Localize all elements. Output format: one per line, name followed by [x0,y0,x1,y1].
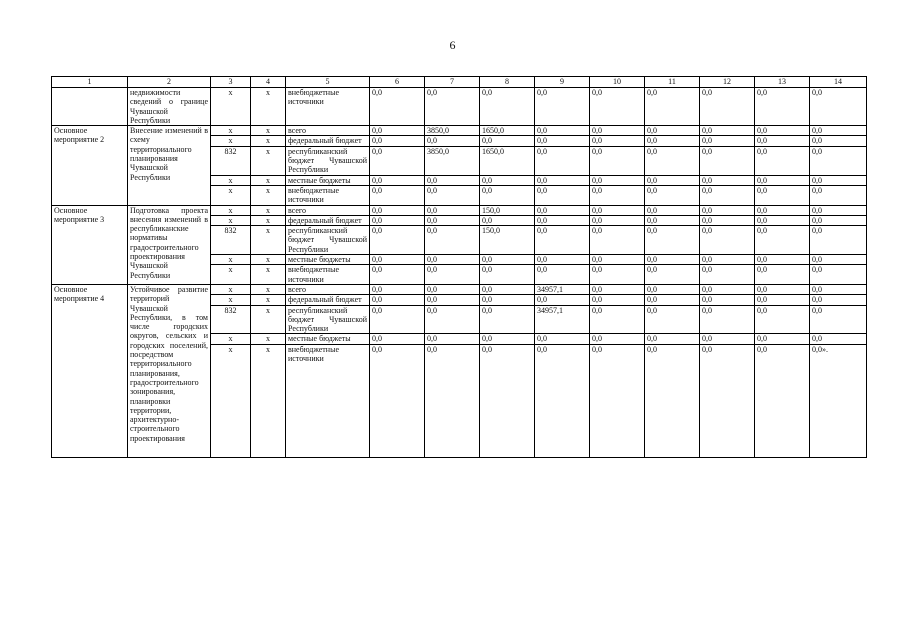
page-number: 6 [449,38,456,52]
amount-cell: 0,0 [370,334,425,344]
amount-cell: 0,0». [810,344,867,457]
section-code: x [251,255,286,265]
amount-cell: 0,0 [370,146,425,175]
amount-cell: 0,0 [480,305,535,334]
section-code: x [251,215,286,225]
amount-cell: 3850,0 [425,146,480,175]
amount-cell: 0,0 [480,88,535,126]
amount-cell: 150,0 [480,226,535,255]
amount-cell: 0,0 [755,88,810,126]
funding-source: внебюджетные источники [286,265,370,285]
measure-label: Основное мероприятие 4 [52,284,128,457]
amount-cell: 0,0 [810,215,867,225]
amount-cell: 0,0 [700,146,755,175]
section-code: x [251,136,286,146]
amount-cell: 0,0 [590,146,645,175]
column-header: 9 [535,77,590,88]
amount-cell: 0,0 [700,136,755,146]
amount-cell: 0,0 [480,265,535,285]
amount-cell: 0,0 [370,255,425,265]
amount-cell: 0,0 [425,305,480,334]
amount-cell: 0,0 [645,344,700,457]
amount-cell: 0,0 [590,334,645,344]
amount-cell: 0,0 [480,136,535,146]
amount-cell: 0,0 [535,226,590,255]
grbs-code: x [211,175,251,185]
grbs-code: x [211,88,251,126]
amount-cell: 0,0 [480,255,535,265]
section-code: x [251,334,286,344]
amount-cell: 0,0 [480,284,535,294]
funding-source: всего [286,284,370,294]
table-row [52,126,867,136]
amount-cell: 0,0 [370,215,425,225]
column-header: 5 [286,77,370,88]
amount-cell: 0,0 [810,88,867,126]
section-code: x [251,344,286,457]
amount-cell: 0,0 [425,215,480,225]
section-code: x [251,284,286,294]
amount-cell: 34957,1 [535,284,590,294]
amount-cell: 0,0 [535,175,590,185]
amount-cell: 0,0 [810,284,867,294]
amount-cell: 0,0 [810,226,867,255]
amount-cell: 0,0 [755,226,810,255]
amount-cell: 0,0 [645,226,700,255]
amount-cell: 0,0 [700,185,755,205]
amount-cell: 0,0 [590,255,645,265]
amount-cell: 0,0 [425,185,480,205]
column-header: 8 [480,77,535,88]
amount-cell: 0,0 [700,175,755,185]
grbs-code: x [211,136,251,146]
budget-table [51,76,867,458]
amount-cell: 0,0 [370,185,425,205]
amount-cell: 0,0 [535,88,590,126]
measure-label: Основное мероприятие 3 [52,205,128,284]
amount-cell: 0,0 [810,126,867,136]
amount-cell: 0,0 [425,88,480,126]
amount-cell: 0,0 [370,305,425,334]
amount-cell: 0,0 [755,284,810,294]
amount-cell: 0,0 [645,205,700,215]
amount-cell: 0,0 [755,205,810,215]
amount-cell: 0,0 [755,146,810,175]
amount-cell: 0,0 [425,295,480,305]
amount-cell: 0,0 [755,175,810,185]
amount-cell: 0,0 [700,126,755,136]
amount-cell: 0,0 [700,265,755,285]
amount-cell: 0,0 [645,265,700,285]
table-row [52,205,867,215]
amount-cell: 0,0 [370,226,425,255]
amount-cell: 0,0 [535,205,590,215]
amount-cell: 0,0 [810,334,867,344]
amount-cell: 0,0 [370,265,425,285]
amount-cell: 0,0 [535,334,590,344]
grbs-code: x [211,344,251,457]
amount-cell: 0,0 [535,126,590,136]
amount-cell: 0,0 [755,255,810,265]
amount-cell: 0,0 [425,205,480,215]
funding-source: республиканский бюджет Чувашской Республики [286,226,370,255]
amount-cell: 0,0 [700,334,755,344]
funding-source: местные бюджеты [286,255,370,265]
section-code: x [251,295,286,305]
grbs-code: x [211,334,251,344]
table-row [52,284,867,294]
amount-cell: 0,0 [480,175,535,185]
amount-cell: 0,0 [480,295,535,305]
grbs-code: x [211,284,251,294]
amount-cell: 0,0 [370,344,425,457]
funding-source: федеральный бюджет [286,215,370,225]
grbs-code: x [211,255,251,265]
amount-cell: 0,0 [590,185,645,205]
column-header: 1 [52,77,128,88]
column-header: 3 [211,77,251,88]
funding-source: всего [286,126,370,136]
amount-cell: 150,0 [480,205,535,215]
amount-cell: 0,0 [755,295,810,305]
amount-cell: 0,0 [810,205,867,215]
funding-source: федеральный бюджет [286,295,370,305]
amount-cell: 0,0 [370,88,425,126]
column-header: 14 [810,77,867,88]
column-header: 2 [128,77,211,88]
amount-cell: 0,0 [425,255,480,265]
amount-cell: 0,0 [480,215,535,225]
amount-cell: 0,0 [535,295,590,305]
amount-cell: 0,0 [425,136,480,146]
section-code: x [251,175,286,185]
amount-cell: 0,0 [810,146,867,175]
grbs-code: 832 [211,146,251,175]
amount-cell: 0,0 [700,226,755,255]
section-code: x [251,226,286,255]
amount-cell: 0,0 [480,344,535,457]
funding-source: внебюджетные источники [286,344,370,457]
amount-cell: 0,0 [535,185,590,205]
funding-source: внебюджетные источники [286,185,370,205]
measure-name: Внесение изменений в схему территориального планирования Чувашской Республики [128,126,211,205]
column-header: 11 [645,77,700,88]
section-code: x [251,146,286,175]
amount-cell: 0,0 [700,284,755,294]
amount-cell: 0,0 [590,215,645,225]
section-code: x [251,126,286,136]
section-code: x [251,88,286,126]
amount-cell: 0,0 [755,265,810,285]
column-header: 10 [590,77,645,88]
amount-cell: 0,0 [755,344,810,457]
amount-cell: 0,0 [535,136,590,146]
amount-cell: 0,0 [535,215,590,225]
funding-source: внебюджетные источники [286,88,370,126]
measure-label [52,88,128,126]
amount-cell: 0,0 [645,185,700,205]
amount-cell: 0,0 [755,185,810,205]
amount-cell: 0,0 [810,255,867,265]
grbs-code: x [211,126,251,136]
amount-cell: 0,0 [810,265,867,285]
amount-cell: 0,0 [810,185,867,205]
amount-cell: 0,0 [590,88,645,126]
grbs-code: 832 [211,305,251,334]
amount-cell: 0,0 [370,175,425,185]
funding-source: местные бюджеты [286,175,370,185]
amount-cell: 0,0 [480,334,535,344]
amount-cell: 0,0 [370,295,425,305]
amount-cell: 0,0 [645,136,700,146]
amount-cell: 0,0 [645,284,700,294]
funding-source: всего [286,205,370,215]
amount-cell: 0,0 [370,284,425,294]
amount-cell: 0,0 [810,295,867,305]
section-code: x [251,265,286,285]
amount-cell: 0,0 [645,215,700,225]
amount-cell: 0,0 [755,126,810,136]
amount-cell: 0,0 [535,344,590,457]
amount-cell: 0,0 [370,126,425,136]
amount-cell: 0,0 [645,295,700,305]
section-code: x [251,305,286,334]
amount-cell: 34957,1 [535,305,590,334]
amount-cell: 0,0 [810,175,867,185]
amount-cell: 0,0 [425,284,480,294]
amount-cell: 0,0 [645,334,700,344]
amount-cell: 0,0 [700,295,755,305]
amount-cell: 0,0 [425,226,480,255]
amount-cell: 0,0 [535,146,590,175]
measure-name: недвижимости сведений о границе Чувашской Республики [128,88,211,126]
amount-cell: 0,0 [700,305,755,334]
amount-cell: 0,0 [755,305,810,334]
amount-cell: 0,0 [590,226,645,255]
column-header: 4 [251,77,286,88]
amount-cell: 0,0 [590,136,645,146]
amount-cell: 0,0 [645,126,700,136]
amount-cell: 0,0 [590,344,645,457]
amount-cell: 0,0 [590,175,645,185]
amount-cell: 3850,0 [425,126,480,136]
column-header: 6 [370,77,425,88]
amount-cell: 0,0 [590,305,645,334]
amount-cell: 0,0 [755,136,810,146]
amount-cell: 0,0 [645,255,700,265]
amount-cell: 0,0 [425,334,480,344]
amount-cell: 0,0 [425,175,480,185]
amount-cell: 0,0 [645,175,700,185]
column-header: 7 [425,77,480,88]
table-row [52,88,867,126]
amount-cell: 0,0 [645,146,700,175]
amount-cell: 0,0 [700,255,755,265]
amount-cell: 0,0 [700,344,755,457]
amount-cell: 0,0 [370,205,425,215]
amount-cell: 0,0 [700,205,755,215]
amount-cell: 0,0 [535,255,590,265]
grbs-code: x [211,265,251,285]
grbs-code: 832 [211,226,251,255]
amount-cell: 0,0 [370,136,425,146]
funding-source: республиканский бюджет Чувашской Республики [286,146,370,175]
header-row [52,77,867,88]
amount-cell: 0,0 [590,265,645,285]
amount-cell: 1650,0 [480,126,535,136]
amount-cell: 0,0 [425,265,480,285]
section-code: x [251,205,286,215]
grbs-code: x [211,205,251,215]
amount-cell: 0,0 [590,205,645,215]
amount-cell: 0,0 [645,88,700,126]
amount-cell: 0,0 [590,295,645,305]
amount-cell: 0,0 [590,284,645,294]
amount-cell: 0,0 [700,215,755,225]
amount-cell: 0,0 [480,185,535,205]
grbs-code: x [211,295,251,305]
funding-source: местные бюджеты [286,334,370,344]
measure-label: Основное мероприятие 2 [52,126,128,205]
amount-cell: 0,0 [535,265,590,285]
grbs-code: x [211,215,251,225]
amount-cell: 0,0 [425,344,480,457]
funding-source: республиканский бюджет Чувашской Республики [286,305,370,334]
grbs-code: x [211,185,251,205]
amount-cell: 0,0 [755,215,810,225]
section-code: x [251,185,286,205]
amount-cell: 0,0 [755,334,810,344]
amount-cell: 0,0 [590,126,645,136]
funding-source: федеральный бюджет [286,136,370,146]
column-header: 12 [700,77,755,88]
column-header: 13 [755,77,810,88]
measure-name: Устойчивое развитие территорий Чувашской Республики, в том числе городских округов, сельских и городских поселений, посредством территориального планирования, градостроительного зонирования, планировки территории, архитектурно-строительного проектирования [128,284,211,457]
measure-name: Подготовка проекта внесения изменений в республиканские нормативы градостроительного проектирования Чувашской Республики [128,205,211,284]
amount-cell: 1650,0 [480,146,535,175]
amount-cell: 0,0 [700,88,755,126]
amount-cell: 0,0 [810,305,867,334]
amount-cell: 0,0 [645,305,700,334]
amount-cell: 0,0 [810,136,867,146]
